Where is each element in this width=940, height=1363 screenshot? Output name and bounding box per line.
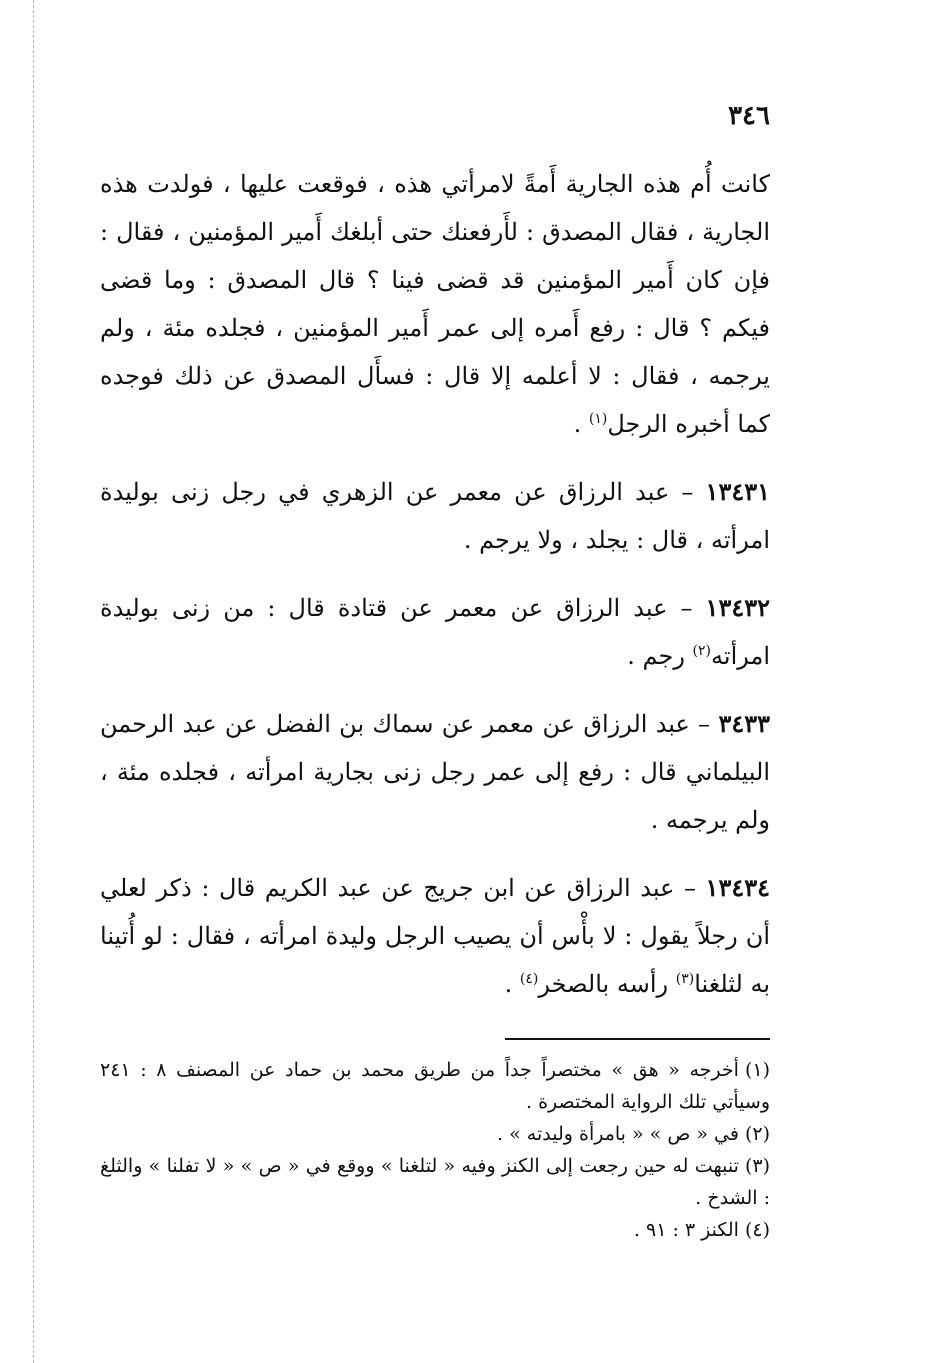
page-number: ٣٤٦	[728, 101, 770, 131]
footnote-number: (٣)	[744, 1155, 770, 1177]
footnote-divider	[505, 1038, 770, 1040]
hadith-13434	[100, 864, 770, 1008]
hadith-number: ١٣٤٣١	[705, 477, 770, 506]
footnotes-section	[100, 1054, 770, 1246]
footnote-1	[100, 1054, 770, 1118]
paragraph-tail: .	[504, 970, 520, 998]
footnote-text: في « ص » « بامرأة وليدته » .	[497, 1123, 739, 1145]
paragraph-text: – عبد الرزاق عن معمر عن قتادة قال : من زنى بوليدة امرأته	[100, 594, 770, 670]
hadith-number: ١٣٤٣٢	[705, 593, 770, 622]
footnote-ref: (١)	[588, 411, 608, 427]
hadith-13432	[100, 584, 770, 680]
footnote-text: تنبهت له حين رجعت إلى الكنز وفيه « لتلغنا » ووقع في « ص » « لا تفلنا » والثلغ : الشدخ .	[100, 1155, 770, 1209]
footnote-2	[100, 1118, 770, 1150]
footnote-ref: (٤)	[519, 971, 539, 987]
paragraph-text-continued: رأسه بالصخر	[538, 970, 676, 998]
paragraph-tail: .	[573, 410, 589, 438]
paragraph-text: – عبد الرزاق عن معمر عن الزهري في رجل زنى بوليدة امرأته ، قال : يجلد ، ولا يرجم .	[100, 478, 770, 554]
footnote-number: (١)	[744, 1059, 770, 1081]
footnote-text: أخرجه « هق » مختصراً جداً من طريق محمد بن حماد عن المصنف ٨ : ٢٤١ وسيأتي تلك الرواية المختصرة .	[100, 1059, 770, 1113]
paragraph-text: كانت أُم هذه الجارية أَمةً لامرأتي هذه ، فوقعت عليها ، فولدت هذه الجارية ، فقال المصدق : لأَرفعنك حتى أبلغك أَمير المؤمنين ، فقال : فإن كان أَمير المؤمنين قد قضى فينا ؟ قال المصدق : وما قضى فيكم ؟ قال : رفع أَمره إلى عمر أَمير المؤمنين ، فجلده مئة ، ولم يرجمه ، فقال : لا أعلمه إلا قال : فسأَل المصدق عن ذلك فوجده كما أخبره الرجل	[100, 170, 770, 438]
scan-edge-line	[33, 0, 34, 1363]
hadith-number: ١٣٤٣٤	[705, 873, 770, 902]
paragraph-text: – عبد الرزاق عن معمر عن سماك بن الفضل عن عبد الرحمن البيلماني قال : رفع إلى عمر رجل زنى بجارية امرأته ، فجلده مئة ، ولم يرجمه .	[100, 710, 770, 834]
footnote-4	[100, 1214, 770, 1246]
footnote-ref: (٣)	[675, 971, 695, 987]
footnote-number: (٤)	[744, 1219, 770, 1241]
footnote-number: (٢)	[744, 1123, 770, 1145]
hadith-13431	[100, 468, 770, 564]
paragraph-text: – عبد الرزاق عن ابن جريج عن عبد الكريم قال : ذكر لعلي أن رجلاً يقول : لا بأْس أن يصيب الرجل وليدة امرأته ، فقال : لو أُتينا به لثلغنا	[100, 874, 770, 998]
footnote-ref: (٢)	[692, 643, 712, 659]
paragraph-continuation	[100, 160, 770, 448]
book-page	[100, 96, 770, 1246]
footnote-3	[100, 1150, 770, 1214]
footnote-text: الكنز ٣ : ٩١ .	[633, 1219, 739, 1241]
hadith-3433	[100, 700, 770, 844]
hadith-number: ٣٤٣٣	[718, 709, 770, 738]
paragraph-tail: رجم .	[627, 642, 693, 670]
